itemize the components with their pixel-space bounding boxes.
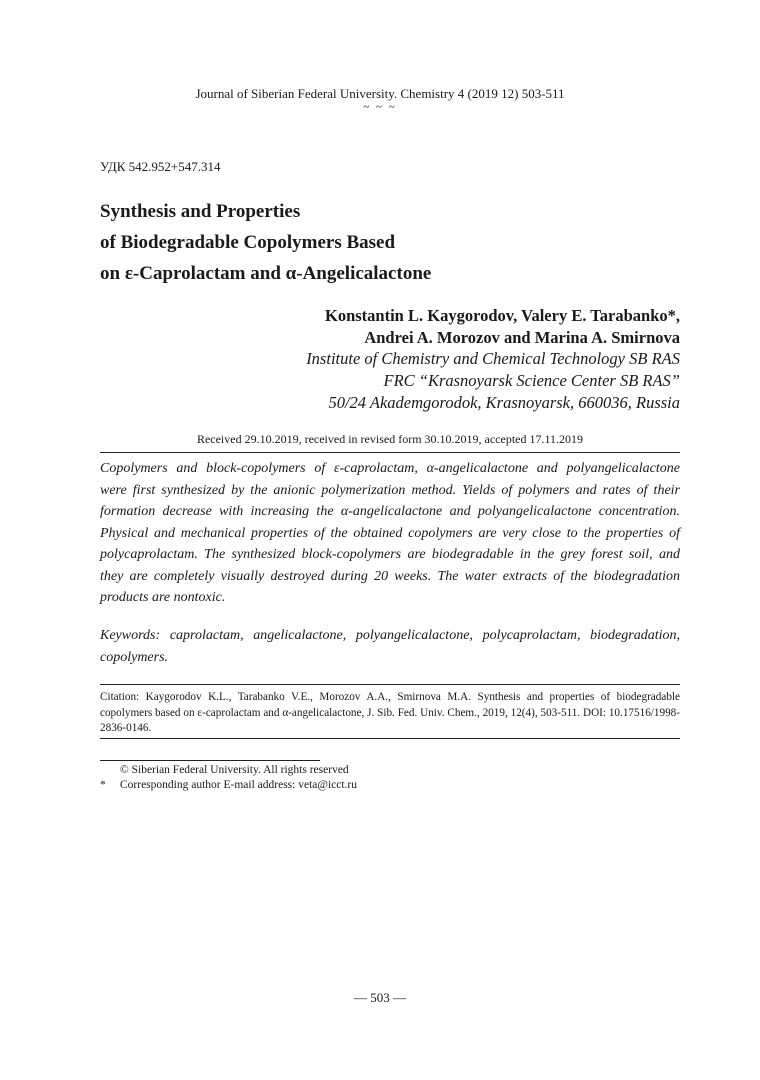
citation-line: Citation: Kaygorodov K.L., Tarabanko V.E., Morozov A.A., Smirnova M.A. Synthesis and properties of biodegradable bbox=[100, 691, 680, 703]
keywords-line: Keywords: caprolactam, angelicalactone, polyangelicalactone, polycaprolactam, biodegradation, bbox=[100, 628, 680, 643]
author-line: Konstantin L. Kaygorodov, Valery E. Tarabanko*, bbox=[325, 306, 680, 325]
keywords bbox=[100, 625, 680, 668]
citation bbox=[100, 690, 680, 737]
author-line: Andrei A. Morozov and Marina A. Smirnova bbox=[364, 328, 680, 347]
footnote-corresponding bbox=[100, 778, 357, 793]
corresponding-email: Corresponding author E-mail address: veta@icct.ru bbox=[120, 779, 358, 791]
citation-line: 2836-0146. bbox=[100, 722, 152, 734]
abstract-top-rule bbox=[100, 452, 680, 453]
header-ornament: ~ ~ ~ bbox=[363, 101, 397, 113]
affiliation-line: FRC “Krasnoyarsk Science Center SB RAS” bbox=[383, 371, 680, 390]
keywords-line: copolymers. bbox=[100, 649, 169, 665]
abstract-line: they are completely visually destroyed during 20 weeks. The water extracts of the biodegradation bbox=[100, 568, 680, 584]
affiliation-line: 50/24 Akademgorodok, Krasnoyarsk, 660036, Russia bbox=[328, 393, 680, 412]
abstract-line: were first synthesized by the anionic polymerization method. Yields of polymers and rates of their bbox=[100, 482, 680, 498]
abstract-line: polycaprolactam. The synthesized block-copolymers are biodegradable in the grey forest soil, and bbox=[100, 547, 680, 562]
abstract-line: Physical and mechanical properties of the obtained copolymers are very close to the properties of bbox=[100, 525, 680, 541]
abstract-line: products are nontoxic. bbox=[100, 590, 226, 605]
abstract-line: formation decrease with increasing the α-angelicalactone and polyangelicalactone concentration. bbox=[100, 504, 680, 519]
received-dates: Received 29.10.2019, received in revised form 30.10.2019, accepted 17.11.2019 bbox=[196, 432, 584, 446]
affiliation-line: Institute of Chemistry and Chemical Technology SB RAS bbox=[306, 349, 680, 368]
affiliation bbox=[120, 348, 680, 414]
journal-header: Journal of Siberian Federal University. Chemistry 4 (2019 12) 503-511 bbox=[195, 86, 565, 101]
abstract-line: Copolymers and block-copolymers of ε-caprolactam, α-angelicalactone and polyangelicalactone bbox=[100, 461, 680, 476]
title-line: Synthesis and Properties bbox=[100, 201, 301, 222]
copyright-text: © Siberian Federal University. All rights reserved bbox=[120, 764, 349, 776]
asterisk-mark: * bbox=[100, 779, 106, 791]
author-list bbox=[120, 305, 680, 349]
citation-line: copolymers based on ε-caprolactam and α-angelicalactone, J. Sib. Fed. Univ. Chem., 2019, 12(4), 503-511. DOI: 10.17516/1998- bbox=[100, 706, 680, 719]
paper-title bbox=[100, 196, 660, 289]
title-line: on ε-Caprolactam and α-Angelicalactone bbox=[100, 263, 432, 284]
footnote-copyright bbox=[100, 763, 349, 778]
abstract bbox=[100, 458, 680, 609]
page-number: — 503 — bbox=[354, 990, 406, 1005]
title-line: of Biodegradable Copolymers Based bbox=[100, 232, 396, 253]
footnote-rule bbox=[100, 760, 320, 761]
citation-bottom-rule bbox=[100, 738, 680, 739]
udk-code: УДК 542.952+547.314 bbox=[100, 159, 221, 174]
citation-top-rule bbox=[100, 684, 680, 685]
